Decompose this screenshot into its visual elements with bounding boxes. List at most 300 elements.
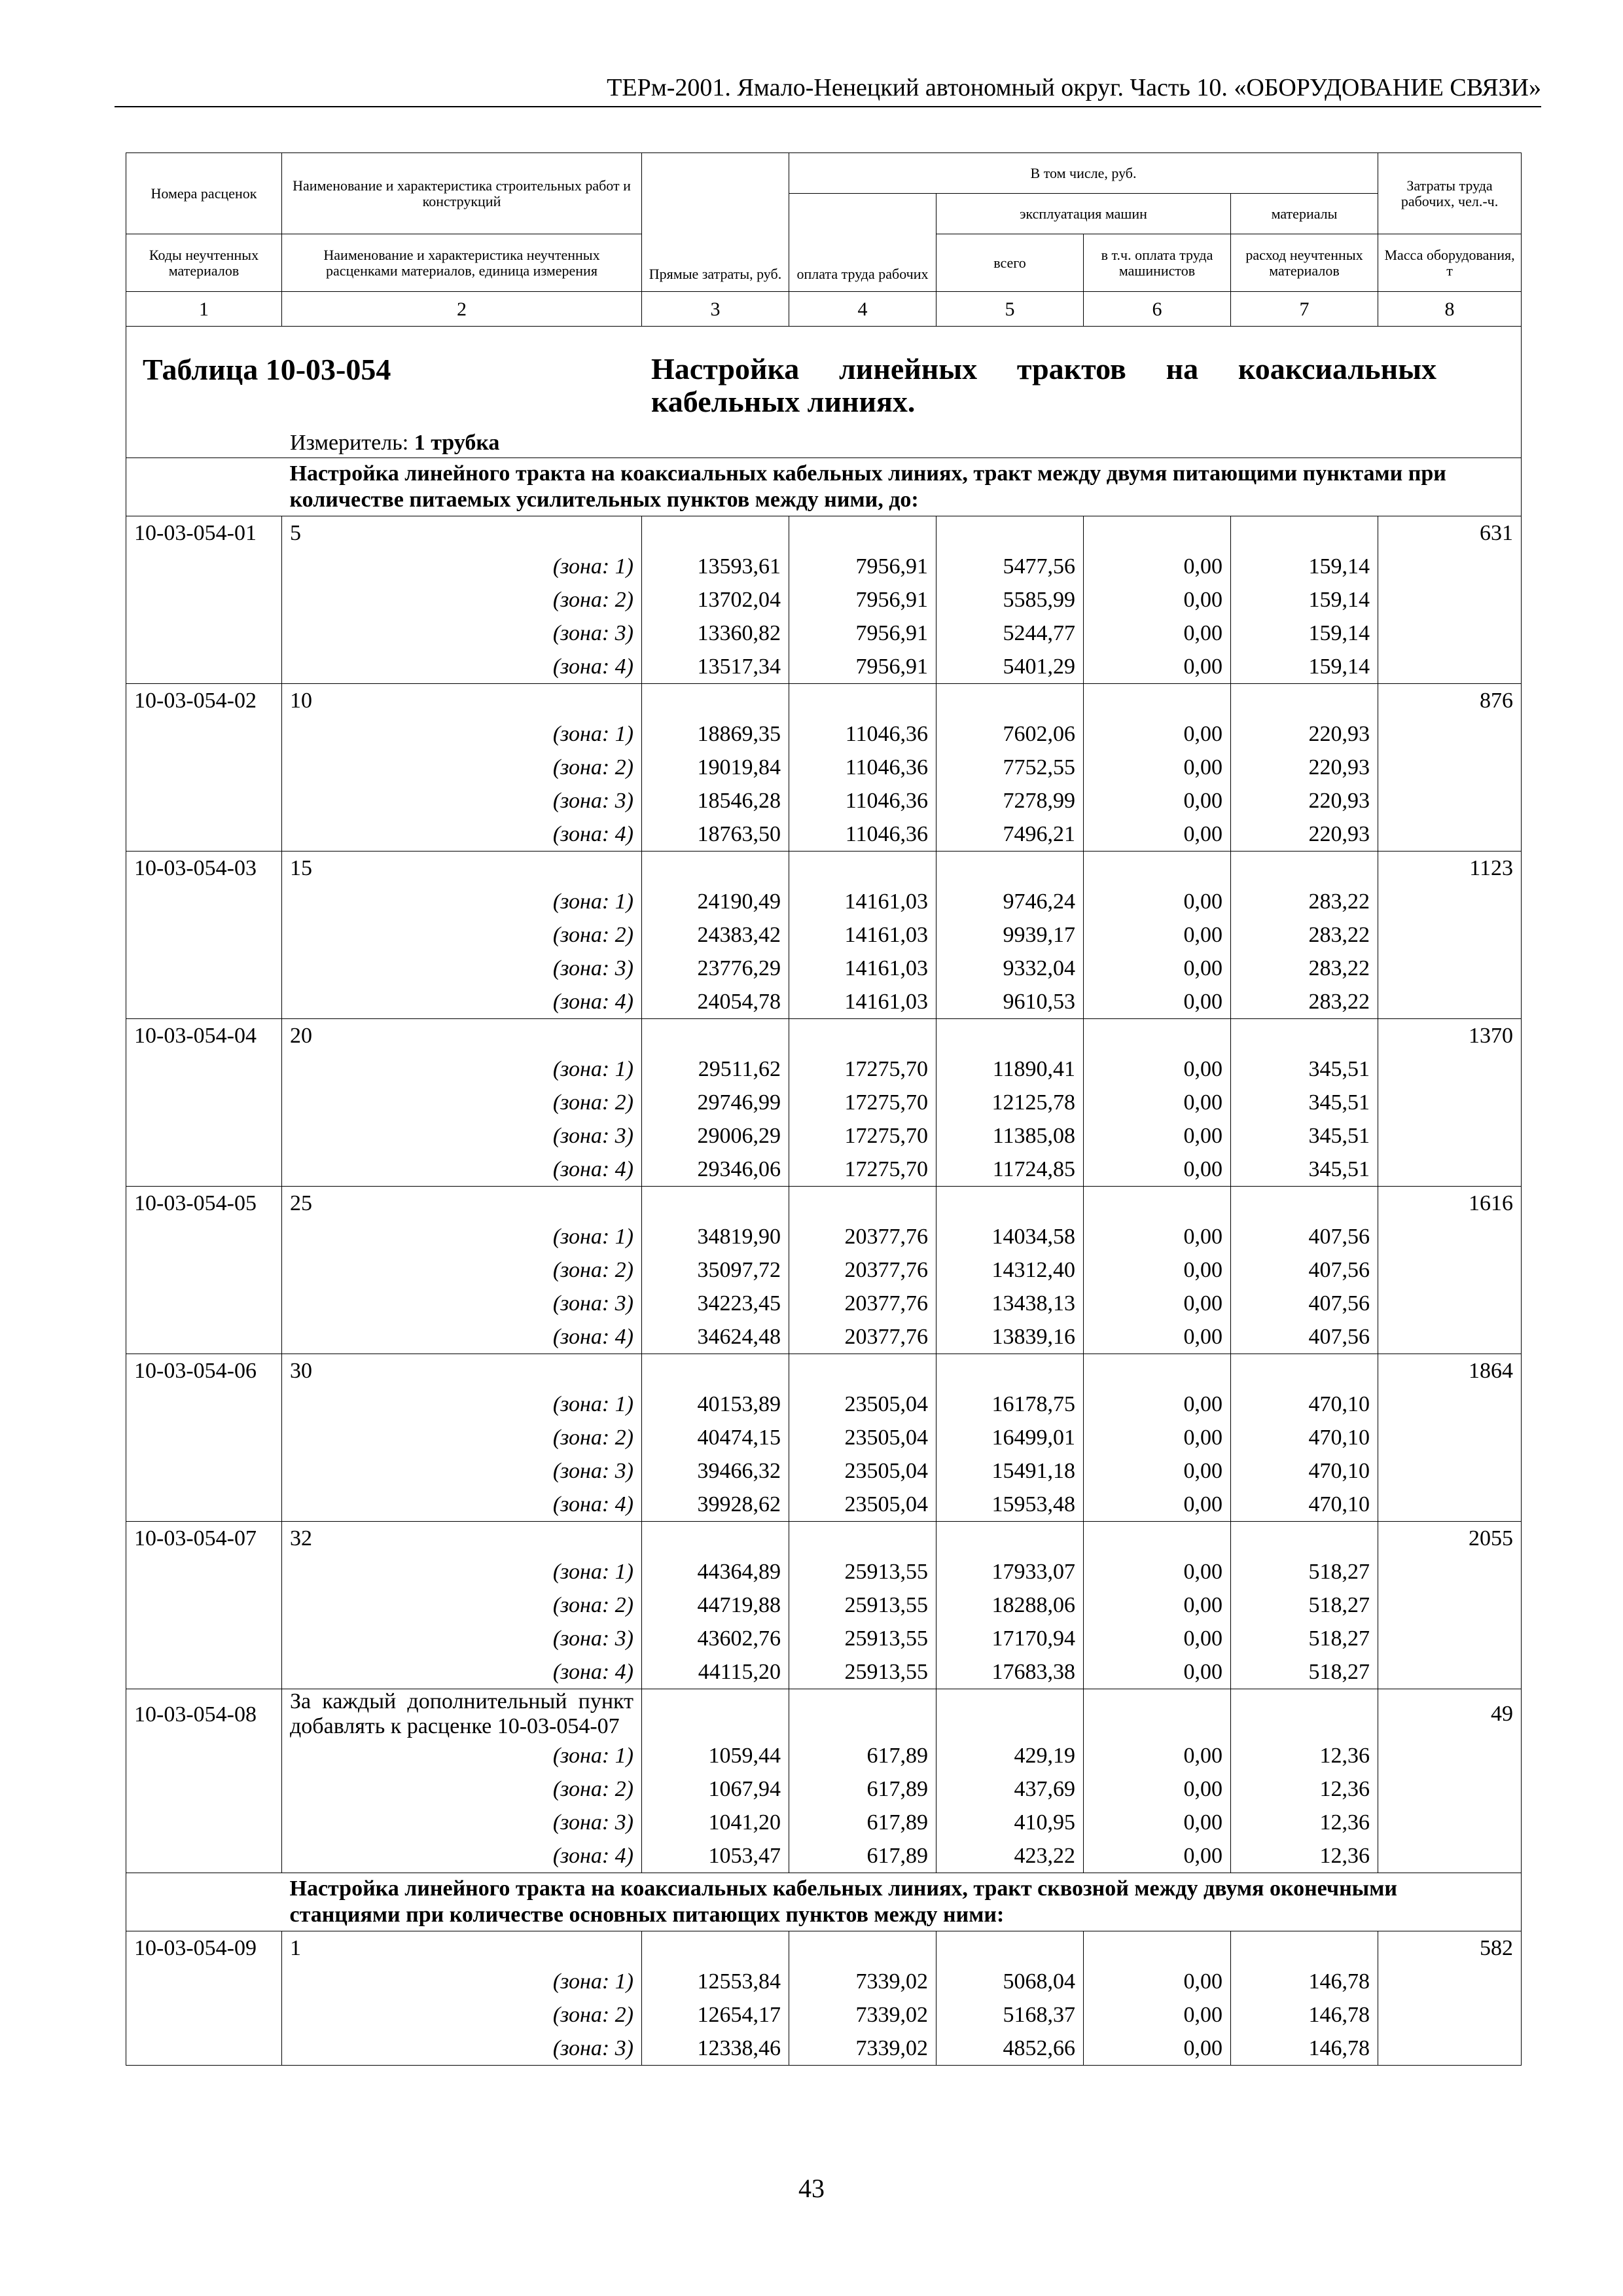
empty-cell — [1378, 1052, 1522, 1086]
rate-code: 10-03-054-01 — [126, 516, 282, 550]
empty-cell — [126, 617, 282, 650]
zone-label: (зона: 1) — [282, 1220, 642, 1253]
direct-cost: 24383,42 — [642, 918, 789, 952]
empty-cell — [126, 885, 282, 918]
machine-total: 18288,06 — [936, 1588, 1084, 1622]
worker-pay: 14161,03 — [789, 985, 936, 1019]
operator-pay: 0,00 — [1084, 918, 1231, 952]
empty-cell — [126, 1588, 282, 1622]
worker-pay: 7956,91 — [789, 583, 936, 617]
direct-cost: 39928,62 — [642, 1488, 789, 1522]
direct-cost: 13702,04 — [642, 583, 789, 617]
operator-pay: 0,00 — [1084, 583, 1231, 617]
materials-header: материалы — [1231, 194, 1378, 234]
zone-row — [126, 1488, 1522, 1522]
empty-cell — [1378, 1153, 1522, 1187]
zone-label: (зона: 1) — [282, 1739, 642, 1772]
empty-cell — [126, 1555, 282, 1588]
zone-row — [126, 1998, 1522, 2032]
empty-cell — [126, 985, 282, 1019]
direct-cost: 29511,62 — [642, 1052, 789, 1086]
empty-cell — [1378, 717, 1522, 751]
materials-cost: 518,27 — [1231, 1622, 1378, 1655]
empty-cell — [642, 1689, 789, 1740]
section2-rows — [126, 1873, 1522, 2066]
page-number: 43 — [798, 2174, 825, 2203]
rate-name: 30 — [282, 1354, 642, 1388]
direct-cost: 34819,90 — [642, 1220, 789, 1253]
rate-code: 10-03-054-09 — [126, 1931, 282, 1965]
rate-row — [126, 684, 1522, 718]
empty-cell — [1084, 1019, 1231, 1053]
direct-cost: 12553,84 — [642, 1965, 789, 1998]
empty-cell — [126, 1998, 282, 2032]
labor-cost: 631 — [1378, 516, 1522, 550]
meter — [290, 426, 499, 459]
worker-pay: 11046,36 — [789, 751, 936, 784]
zone-label: (зона: 4) — [282, 985, 642, 1019]
empty-cell — [642, 1354, 789, 1388]
section-empty-cell — [126, 458, 282, 516]
machine-total: 5068,04 — [936, 1965, 1084, 1998]
materials-cost: 407,56 — [1231, 1253, 1378, 1287]
materials-cost: 345,51 — [1231, 1052, 1378, 1086]
empty-cell — [1378, 952, 1522, 985]
empty-cell — [1378, 650, 1522, 684]
zone-label: (зона: 1) — [282, 1052, 642, 1086]
empty-cell — [936, 516, 1084, 550]
machine-total: 11385,08 — [936, 1119, 1084, 1153]
empty-cell — [789, 684, 936, 718]
direct-cost: 23776,29 — [642, 952, 789, 985]
empty-cell — [126, 2032, 282, 2066]
empty-cell — [936, 852, 1084, 886]
zone-label: (зона: 1) — [282, 1388, 642, 1421]
materials-cost: 283,22 — [1231, 918, 1378, 952]
materials-cost: 146,78 — [1231, 2032, 1378, 2066]
operator-pay: 0,00 — [1084, 1622, 1231, 1655]
table-number: Таблица 10-03-054 — [143, 353, 391, 386]
worker-pay: 20377,76 — [789, 1320, 936, 1354]
empty-cell — [1084, 852, 1231, 886]
empty-cell — [1378, 1998, 1522, 2032]
empty-cell — [126, 1287, 282, 1320]
worker-pay: 7956,91 — [789, 550, 936, 583]
materials-cost: 345,51 — [1231, 1153, 1378, 1187]
zone-label: (зона: 4) — [282, 1320, 642, 1354]
machine-total: 423,22 — [936, 1839, 1084, 1873]
machine-total: 5244,77 — [936, 617, 1084, 650]
empty-cell — [789, 1522, 936, 1556]
materials-cost: 159,14 — [1231, 617, 1378, 650]
machine-total: 11890,41 — [936, 1052, 1084, 1086]
empty-cell — [936, 1689, 1084, 1740]
empty-cell — [1378, 784, 1522, 817]
empty-cell — [1378, 751, 1522, 784]
machine-total: 15491,18 — [936, 1454, 1084, 1488]
col2-bottom-header: Наименование и характеристика неучтенных расценками материалов, единица измерения — [282, 234, 642, 292]
rate-name: 20 — [282, 1019, 642, 1053]
col7-header: расход неучтенных материалов — [1231, 234, 1378, 292]
materials-cost: 345,51 — [1231, 1086, 1378, 1119]
empty-cell — [1378, 583, 1522, 617]
empty-cell — [789, 852, 936, 886]
operator-pay: 0,00 — [1084, 650, 1231, 684]
rate-row — [126, 1931, 1522, 1965]
direct-cost: 34624,48 — [642, 1320, 789, 1354]
empty-cell — [126, 717, 282, 751]
materials-cost: 220,93 — [1231, 751, 1378, 784]
zone-label: (зона: 2) — [282, 918, 642, 952]
rate-code: 10-03-054-05 — [126, 1187, 282, 1221]
col8-bottom-header: Масса оборудования, т — [1378, 234, 1522, 292]
zone-row — [126, 583, 1522, 617]
empty-cell — [1378, 1588, 1522, 1622]
operator-pay: 0,00 — [1084, 885, 1231, 918]
empty-cell — [789, 516, 936, 550]
machine-total: 4852,66 — [936, 2032, 1084, 2066]
worker-pay: 617,89 — [789, 1772, 936, 1806]
zone-label: (зона: 1) — [282, 1965, 642, 1998]
zone-row — [126, 617, 1522, 650]
zone-row — [126, 1320, 1522, 1354]
empty-cell — [126, 650, 282, 684]
zone-row — [126, 985, 1522, 1019]
rate-name: 5 — [282, 516, 642, 550]
empty-cell — [1084, 1689, 1231, 1740]
operator-pay: 0,00 — [1084, 1253, 1231, 1287]
zone-row — [126, 1220, 1522, 1253]
worker-pay: 14161,03 — [789, 952, 936, 985]
worker-pay: 20377,76 — [789, 1253, 936, 1287]
zone-row — [126, 817, 1522, 852]
worker-pay: 617,89 — [789, 1739, 936, 1772]
empty-cell — [1231, 1354, 1378, 1388]
labor-cost: 876 — [1378, 684, 1522, 718]
worker-pay: 25913,55 — [789, 1622, 936, 1655]
empty-cell — [1378, 1421, 1522, 1454]
table-name: Настройка линейных трактов на коаксиальных кабельных линиях. — [651, 352, 1436, 418]
operator-pay: 0,00 — [1084, 1454, 1231, 1488]
direct-cost: 19019,84 — [642, 751, 789, 784]
zone-label: (зона: 3) — [282, 617, 642, 650]
empty-cell — [126, 1965, 282, 1998]
operator-pay: 0,00 — [1084, 1555, 1231, 1588]
col4-header: оплата труда рабочих — [789, 194, 936, 292]
operator-pay: 0,00 — [1084, 751, 1231, 784]
empty-cell — [1378, 2032, 1522, 2066]
labor-cost: 1123 — [1378, 852, 1522, 886]
materials-cost: 159,14 — [1231, 583, 1378, 617]
empty-cell — [1378, 1739, 1522, 1772]
worker-pay: 7956,91 — [789, 617, 936, 650]
direct-cost: 35097,72 — [642, 1253, 789, 1287]
worker-pay: 7339,02 — [789, 2032, 936, 2066]
zone-row — [126, 1086, 1522, 1119]
worker-pay: 17275,70 — [789, 1119, 936, 1153]
materials-cost: 470,10 — [1231, 1421, 1378, 1454]
empty-cell — [936, 1354, 1084, 1388]
zone-label: (зона: 4) — [282, 1153, 642, 1187]
empty-cell — [1084, 516, 1231, 550]
zone-row — [126, 1806, 1522, 1839]
empty-cell — [642, 1187, 789, 1221]
operator-pay: 0,00 — [1084, 1772, 1231, 1806]
rate-name: 32 — [282, 1522, 642, 1556]
empty-cell — [1378, 918, 1522, 952]
operator-pay: 0,00 — [1084, 1739, 1231, 1772]
table-title-block — [126, 327, 1522, 458]
zone-label: (зона: 3) — [282, 784, 642, 817]
empty-cell — [1378, 1555, 1522, 1588]
zone-row — [126, 1622, 1522, 1655]
machine-total: 7752,55 — [936, 751, 1084, 784]
zone-row — [126, 1588, 1522, 1622]
empty-cell — [1378, 1454, 1522, 1488]
zone-row — [126, 1739, 1522, 1772]
rate-row — [126, 1354, 1522, 1388]
empty-cell — [1231, 852, 1378, 886]
direct-cost: 29346,06 — [642, 1153, 789, 1187]
empty-cell — [1378, 1287, 1522, 1320]
machine-total: 16178,75 — [936, 1388, 1084, 1421]
operator-pay: 0,00 — [1084, 550, 1231, 583]
materials-cost: 220,93 — [1231, 717, 1378, 751]
zone-label: (зона: 1) — [282, 1555, 642, 1588]
zone-label: (зона: 3) — [282, 1119, 642, 1153]
machine-total: 7496,21 — [936, 817, 1084, 852]
empty-cell — [126, 1772, 282, 1806]
meter-value: 1 трубка — [414, 431, 500, 455]
zone-row — [126, 885, 1522, 918]
worker-pay: 25913,55 — [789, 1588, 936, 1622]
direct-cost: 13517,34 — [642, 650, 789, 684]
zone-row — [126, 918, 1522, 952]
machine-total: 5401,29 — [936, 650, 1084, 684]
empty-cell — [936, 684, 1084, 718]
operator-pay: 0,00 — [1084, 1119, 1231, 1153]
materials-cost: 146,78 — [1231, 1965, 1378, 1998]
machine-total: 7278,99 — [936, 784, 1084, 817]
empty-cell — [126, 1421, 282, 1454]
rate-row — [126, 852, 1522, 886]
empty-cell — [126, 1622, 282, 1655]
empty-cell — [1378, 885, 1522, 918]
zone-row — [126, 1119, 1522, 1153]
direct-cost: 44364,89 — [642, 1555, 789, 1588]
rate-row — [126, 516, 1522, 550]
empty-cell — [642, 684, 789, 718]
worker-pay: 17275,70 — [789, 1153, 936, 1187]
machine-total: 16499,01 — [936, 1421, 1084, 1454]
empty-cell — [126, 817, 282, 852]
empty-cell — [126, 1052, 282, 1086]
empty-cell — [642, 1522, 789, 1556]
empty-cell — [1084, 1931, 1231, 1965]
machine-total: 11724,85 — [936, 1153, 1084, 1187]
zone-label: (зона: 4) — [282, 1488, 642, 1522]
empty-cell — [1378, 1388, 1522, 1421]
operator-pay: 0,00 — [1084, 617, 1231, 650]
zone-label: (зона: 2) — [282, 1253, 642, 1287]
empty-cell — [1231, 1019, 1378, 1053]
materials-cost: 407,56 — [1231, 1287, 1378, 1320]
direct-cost: 29746,99 — [642, 1086, 789, 1119]
worker-pay: 25913,55 — [789, 1555, 936, 1588]
machine-total: 17933,07 — [936, 1555, 1084, 1588]
rate-row — [126, 1689, 1522, 1740]
col-number: 3 — [642, 292, 789, 327]
labor-cost: 2055 — [1378, 1522, 1522, 1556]
worker-pay: 20377,76 — [789, 1220, 936, 1253]
zone-row — [126, 1153, 1522, 1187]
empty-cell — [126, 1388, 282, 1421]
col3-header: Прямые затраты, руб. — [642, 153, 789, 292]
rates-table — [126, 152, 1522, 2066]
worker-pay: 17275,70 — [789, 1052, 936, 1086]
empty-cell — [126, 1153, 282, 1187]
operator-pay: 0,00 — [1084, 1655, 1231, 1689]
direct-cost: 39466,32 — [642, 1454, 789, 1488]
empty-cell — [1378, 1488, 1522, 1522]
direct-cost: 34223,45 — [642, 1287, 789, 1320]
rate-code: 10-03-054-06 — [126, 1354, 282, 1388]
empty-cell — [126, 1839, 282, 1873]
operator-pay: 0,00 — [1084, 1998, 1231, 2032]
rate-code: 10-03-054-02 — [126, 684, 282, 718]
materials-cost: 12,36 — [1231, 1772, 1378, 1806]
direct-cost: 44115,20 — [642, 1655, 789, 1689]
empty-cell — [936, 1187, 1084, 1221]
labor-cost: 1370 — [1378, 1019, 1522, 1053]
empty-cell — [1084, 1354, 1231, 1388]
machine-total: 9746,24 — [936, 885, 1084, 918]
empty-cell — [1378, 1220, 1522, 1253]
rate-code: 10-03-054-08 — [126, 1689, 282, 1740]
in-total-header: В том числе, руб. — [789, 153, 1378, 194]
zone-label: (зона: 3) — [282, 952, 642, 985]
col8-top-header: Затраты труда рабочих, чел.-ч. — [1378, 153, 1522, 234]
col6-header: в т.ч. оплата труда машинистов — [1084, 234, 1231, 292]
machine-total: 13839,16 — [936, 1320, 1084, 1354]
empty-cell — [1231, 516, 1378, 550]
empty-cell — [642, 1931, 789, 1965]
machine-total: 429,19 — [936, 1739, 1084, 1772]
direct-cost: 1059,44 — [642, 1739, 789, 1772]
empty-cell — [1231, 684, 1378, 718]
col5-header: всего — [936, 234, 1084, 292]
worker-pay: 7956,91 — [789, 650, 936, 684]
zone-label: (зона: 3) — [282, 1454, 642, 1488]
zone-row — [126, 1052, 1522, 1086]
worker-pay: 617,89 — [789, 1839, 936, 1873]
zone-label: (зона: 2) — [282, 583, 642, 617]
col-number: 6 — [1084, 292, 1231, 327]
worker-pay: 17275,70 — [789, 1086, 936, 1119]
empty-cell — [789, 1689, 936, 1740]
rate-name: 10 — [282, 684, 642, 718]
empty-cell — [1378, 1622, 1522, 1655]
materials-cost: 146,78 — [1231, 1998, 1378, 2032]
empty-cell — [1378, 1839, 1522, 1873]
column-numbers-row — [126, 292, 1522, 327]
operator-pay: 0,00 — [1084, 985, 1231, 1019]
materials-cost: 518,27 — [1231, 1555, 1378, 1588]
materials-cost: 470,10 — [1231, 1488, 1378, 1522]
worker-pay: 11046,36 — [789, 817, 936, 852]
empty-cell — [1231, 1689, 1378, 1740]
empty-cell — [642, 852, 789, 886]
empty-cell — [1084, 684, 1231, 718]
materials-cost: 12,36 — [1231, 1839, 1378, 1873]
col-number: 5 — [936, 292, 1084, 327]
operator-pay: 0,00 — [1084, 1287, 1231, 1320]
section-heading: Настройка линейного тракта на коаксиальных кабельных линиях, тракт между двумя питающими пунктами при количестве питаемых усилительных пунктов между ними, до: — [282, 458, 1522, 516]
empty-cell — [1231, 1522, 1378, 1556]
empty-cell — [126, 1806, 282, 1839]
zone-row — [126, 751, 1522, 784]
materials-cost: 12,36 — [1231, 1806, 1378, 1839]
materials-cost: 470,10 — [1231, 1388, 1378, 1421]
empty-cell — [1378, 1320, 1522, 1354]
worker-pay: 617,89 — [789, 1806, 936, 1839]
materials-cost: 518,27 — [1231, 1655, 1378, 1689]
empty-cell — [126, 550, 282, 583]
zone-row — [126, 1421, 1522, 1454]
zone-row — [126, 1287, 1522, 1320]
empty-cell — [126, 1454, 282, 1488]
rate-row — [126, 1522, 1522, 1556]
empty-cell — [126, 1119, 282, 1153]
direct-cost: 1041,20 — [642, 1806, 789, 1839]
col1-top-header: Номера расценок — [126, 153, 282, 234]
zone-label: (зона: 4) — [282, 817, 642, 852]
operator-pay: 0,00 — [1084, 1086, 1231, 1119]
section-heading-row — [126, 458, 1522, 516]
machine-total: 17683,38 — [936, 1655, 1084, 1689]
direct-cost: 13360,82 — [642, 617, 789, 650]
empty-cell — [126, 1253, 282, 1287]
table-header — [126, 153, 1522, 292]
worker-pay: 14161,03 — [789, 885, 936, 918]
rate-row — [126, 1019, 1522, 1053]
materials-cost: 518,27 — [1231, 1588, 1378, 1622]
operator-pay: 0,00 — [1084, 784, 1231, 817]
worker-pay: 23505,04 — [789, 1421, 936, 1454]
zone-label: (зона: 1) — [282, 550, 642, 583]
labor-cost: 49 — [1378, 1689, 1522, 1740]
empty-cell — [1378, 1806, 1522, 1839]
machine-total: 15953,48 — [936, 1488, 1084, 1522]
zone-label: (зона: 2) — [282, 1588, 642, 1622]
worker-pay: 11046,36 — [789, 717, 936, 751]
empty-cell — [642, 516, 789, 550]
machines-header: эксплуатация машин — [936, 194, 1231, 234]
empty-cell — [936, 1522, 1084, 1556]
direct-cost: 18763,50 — [642, 817, 789, 852]
empty-cell — [1378, 985, 1522, 1019]
materials-cost: 407,56 — [1231, 1220, 1378, 1253]
zone-label: (зона: 3) — [282, 1622, 642, 1655]
operator-pay: 0,00 — [1084, 1153, 1231, 1187]
running-header: ТЕРм-2001. Ямало-Ненецкий автономный округ. Часть 10. «ОБОРУДОВАНИЕ СВЯЗИ» — [607, 74, 1541, 101]
zone-row — [126, 1655, 1522, 1689]
direct-cost: 29006,29 — [642, 1119, 789, 1153]
materials-cost: 220,93 — [1231, 817, 1378, 852]
materials-cost: 220,93 — [1231, 784, 1378, 817]
empty-cell — [1378, 1965, 1522, 1998]
direct-cost: 44719,88 — [642, 1588, 789, 1622]
